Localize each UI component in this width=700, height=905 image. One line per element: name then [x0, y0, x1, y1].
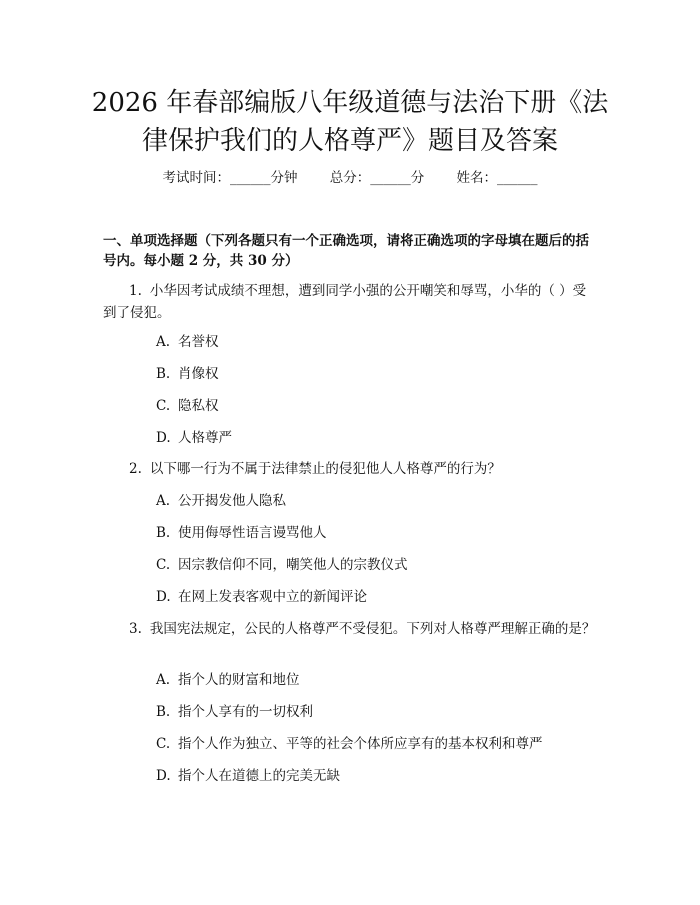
option-text: 指个人的财富和地位 [178, 672, 300, 688]
option-letter: A. [156, 334, 171, 350]
question-1-option-c [156, 396, 596, 416]
option-letter: C. [156, 398, 171, 414]
option-text: 指个人作为独立、平等的社会个体所应享有的基本权利和尊严 [178, 736, 543, 752]
question-2-option-d [156, 587, 596, 607]
question-3-option-d [156, 766, 596, 786]
question-1-option-d [156, 428, 596, 448]
question-1-option-b [156, 364, 596, 384]
exam-info-bar [0, 168, 700, 188]
option-letter: B. [156, 366, 171, 382]
option-letter: D. [156, 768, 171, 784]
total-score-field: 总分：______分 [329, 170, 425, 186]
question-text: 小华因考试成绩不理想，遭到同学小强的公开嘲笑和辱骂，小华的（ ）受到了侵犯。 [103, 283, 587, 321]
title-line-2: 律保护我们的人格尊严》题目及答案 [141, 126, 558, 156]
question-text: 以下哪一行为不属于法律禁止的侵犯他人人格尊严的行为？ [149, 461, 501, 477]
option-text: 人格尊严 [178, 430, 232, 446]
question-2-option-c [156, 555, 596, 575]
question-1-option-a [156, 332, 596, 352]
option-letter: C. [156, 557, 171, 573]
option-text: 隐私权 [178, 398, 219, 414]
question-number: 1. [129, 283, 142, 299]
student-name-field: 姓名：______ [456, 170, 538, 186]
option-letter: D. [156, 430, 171, 446]
question-2-option-b [156, 523, 596, 543]
question-3 [103, 618, 598, 640]
option-letter: C. [156, 736, 171, 752]
option-letter: D. [156, 589, 171, 605]
question-3-option-a [156, 670, 596, 690]
option-text: 指个人享有的一切权利 [178, 704, 313, 720]
section-heading: 一、单项选择题（下列各题只有一个正确选项，请将正确选项的字母填在题后的括号内。每小题 2 分，共 30 分） [103, 233, 589, 269]
question-number: 2. [129, 461, 142, 477]
question-text: 我国宪法规定，公民的人格尊严不受侵犯。下列对人格尊严理解正确的是？ [149, 621, 596, 637]
option-text: 因宗教信仰不同，嘲笑他人的宗教仪式 [178, 557, 408, 573]
question-number: 3. [129, 621, 142, 637]
option-letter: B. [156, 704, 171, 720]
document-title [60, 84, 640, 160]
option-letter: A. [156, 493, 171, 509]
option-letter: B. [156, 525, 171, 541]
option-text: 肖像权 [178, 366, 219, 382]
title-line-1: 2026 年春部编版八年级道德与法治下册《法 [91, 88, 609, 118]
option-text: 名誉权 [178, 334, 219, 350]
option-text: 公开揭发他人隐私 [178, 493, 286, 509]
option-text: 指个人在道德上的完美无缺 [178, 768, 340, 784]
question-3-option-b [156, 702, 596, 722]
question-3-option-c [156, 734, 596, 754]
question-1 [103, 280, 598, 324]
option-text: 在网上发表客观中立的新闻评论 [178, 589, 367, 605]
option-text: 使用侮辱性语言谩骂他人 [178, 525, 327, 541]
question-2-option-a [156, 491, 596, 511]
exam-time-field: 考试时间：______分钟 [162, 170, 298, 186]
option-letter: A. [156, 672, 171, 688]
question-2 [103, 458, 598, 480]
